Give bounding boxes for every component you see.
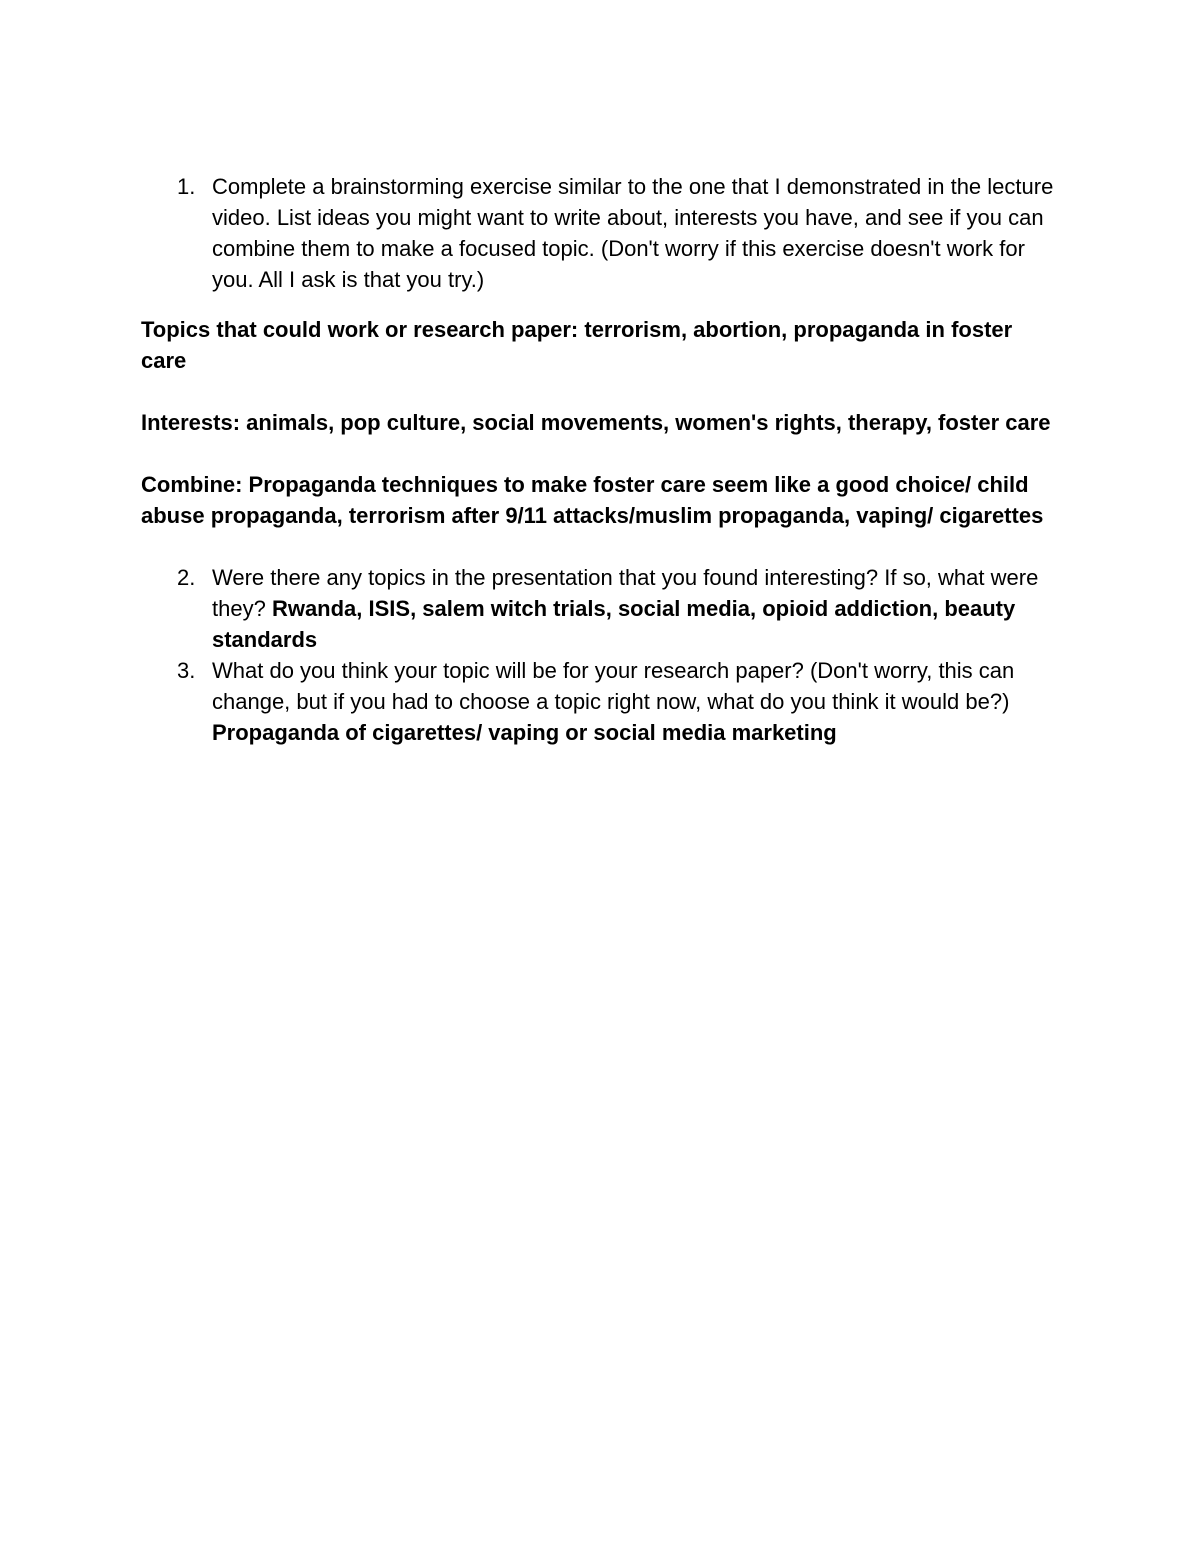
list-item-1: [141, 171, 1061, 295]
item-1-text: Complete a brainstorming exercise similar to the one that I demonstrated in the lecture video. List ideas you might want to write about, interests you have, and see if you can combine them to make a focused topic. (Don't worry if this exercise doesn't work for you. All I ask is that you try.): [212, 174, 1054, 292]
document-content: [141, 171, 1061, 748]
item-2-question: Were there any topics in the presentation that you found interesting? If so, what were they?: [212, 565, 1039, 621]
interests-paragraph: Interests: animals, pop culture, social movements, women's rights, therapy, foster care: [141, 410, 1051, 435]
list-item-2: [141, 562, 1061, 655]
list-item-3: [141, 655, 1061, 748]
list-number-1: 1.: [177, 174, 196, 199]
item-3-question: What do you think your topic will be for your research paper? (Don't worry, this can change, but if you had to choose a topic right now, what do you think it would be?): [212, 658, 1015, 714]
item-3-answer: Propaganda of cigarettes/ vaping or social media marketing: [212, 720, 837, 745]
list-number-2: 2.: [177, 565, 196, 590]
list-number-3: 3.: [177, 658, 196, 683]
combine-paragraph: Combine: Propaganda techniques to make foster care seem like a good choice/ child abuse propaganda, terrorism after 9/11 attacks/muslim propaganda, vaping/ cigarettes: [141, 472, 1044, 528]
topics-paragraph: Topics that could work or research paper: terrorism, abortion, propaganda in foster care: [141, 317, 1013, 373]
item-2-answer: Rwanda, ISIS, salem witch trials, social media, opioid addiction, beauty standards: [212, 596, 1016, 652]
